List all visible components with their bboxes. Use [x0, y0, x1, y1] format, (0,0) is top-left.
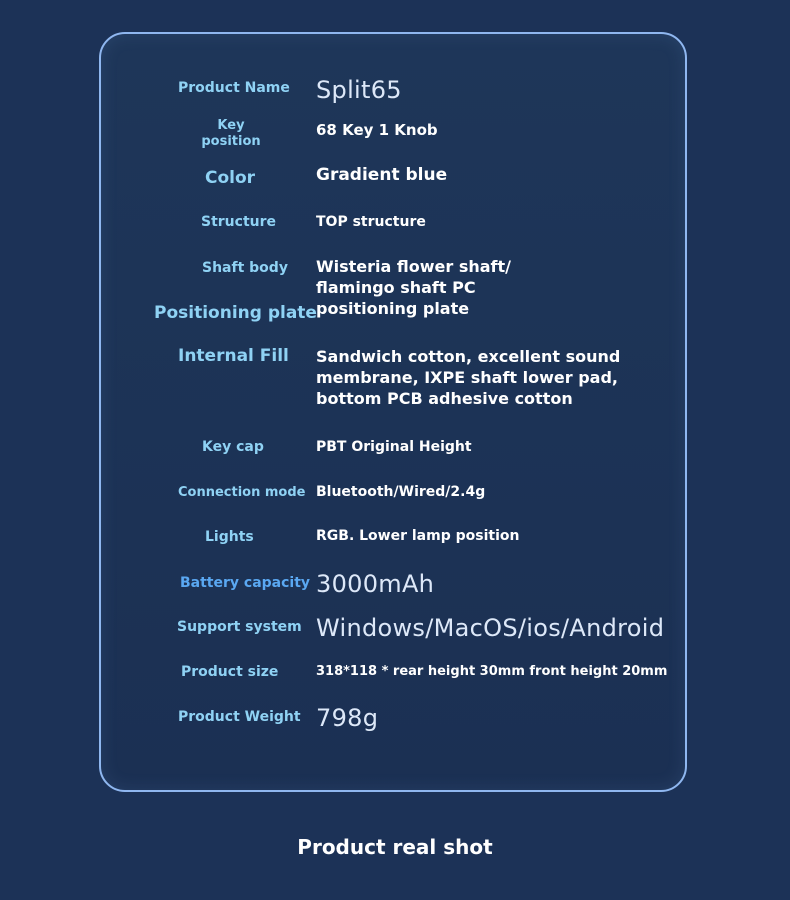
value-color: Gradient blue: [316, 165, 448, 185]
label-positioning-plate: Positioning plate: [154, 303, 317, 323]
value-internal-fill: Sandwich cotton, excellent sound membrane, IXPE shaft lower pad, bottom PCB adhesive cotton: [316, 347, 621, 408]
label-key-position: Key position: [201, 118, 261, 150]
label-color: Color: [205, 168, 256, 188]
value-support-system: Windows/MacOS/ios/Android: [316, 614, 665, 642]
value-battery-capacity: 3000mAh: [316, 570, 435, 598]
value-shaft-body: Wisteria flower shaft/ flamingo shaft PC: [316, 257, 512, 297]
value-positioning-plate: positioning plate: [316, 299, 470, 318]
label-product-size: Product size: [181, 664, 279, 680]
label-product-weight: Product Weight: [178, 709, 301, 725]
label-support-system: Support system: [177, 619, 302, 635]
label-lights: Lights: [205, 529, 254, 545]
value-connection-mode: Bluetooth/Wired/2.4g: [316, 484, 486, 500]
label-structure: Structure: [201, 214, 277, 230]
label-product-name: Product Name: [178, 80, 290, 96]
value-structure: TOP structure: [316, 214, 426, 230]
value-key-cap: PBT Original Height: [316, 439, 472, 455]
value-product-weight: 798g: [316, 704, 379, 732]
value-product-size: 318*118 * rear height 30mm front height 20mm: [316, 664, 668, 679]
label-internal-fill: Internal Fill: [178, 346, 289, 366]
label-shaft-body: Shaft body: [202, 260, 288, 276]
value-product-name: Split65: [316, 76, 402, 104]
label-key-cap: Key cap: [202, 439, 264, 455]
footer-title: Product real shot: [297, 835, 493, 859]
value-key-position: 68 Key 1 Knob: [316, 121, 438, 139]
label-connection-mode: Connection mode: [178, 485, 306, 500]
value-lights: RGB. Lower lamp position: [316, 528, 520, 544]
label-battery-capacity: Battery capacity: [180, 575, 311, 591]
